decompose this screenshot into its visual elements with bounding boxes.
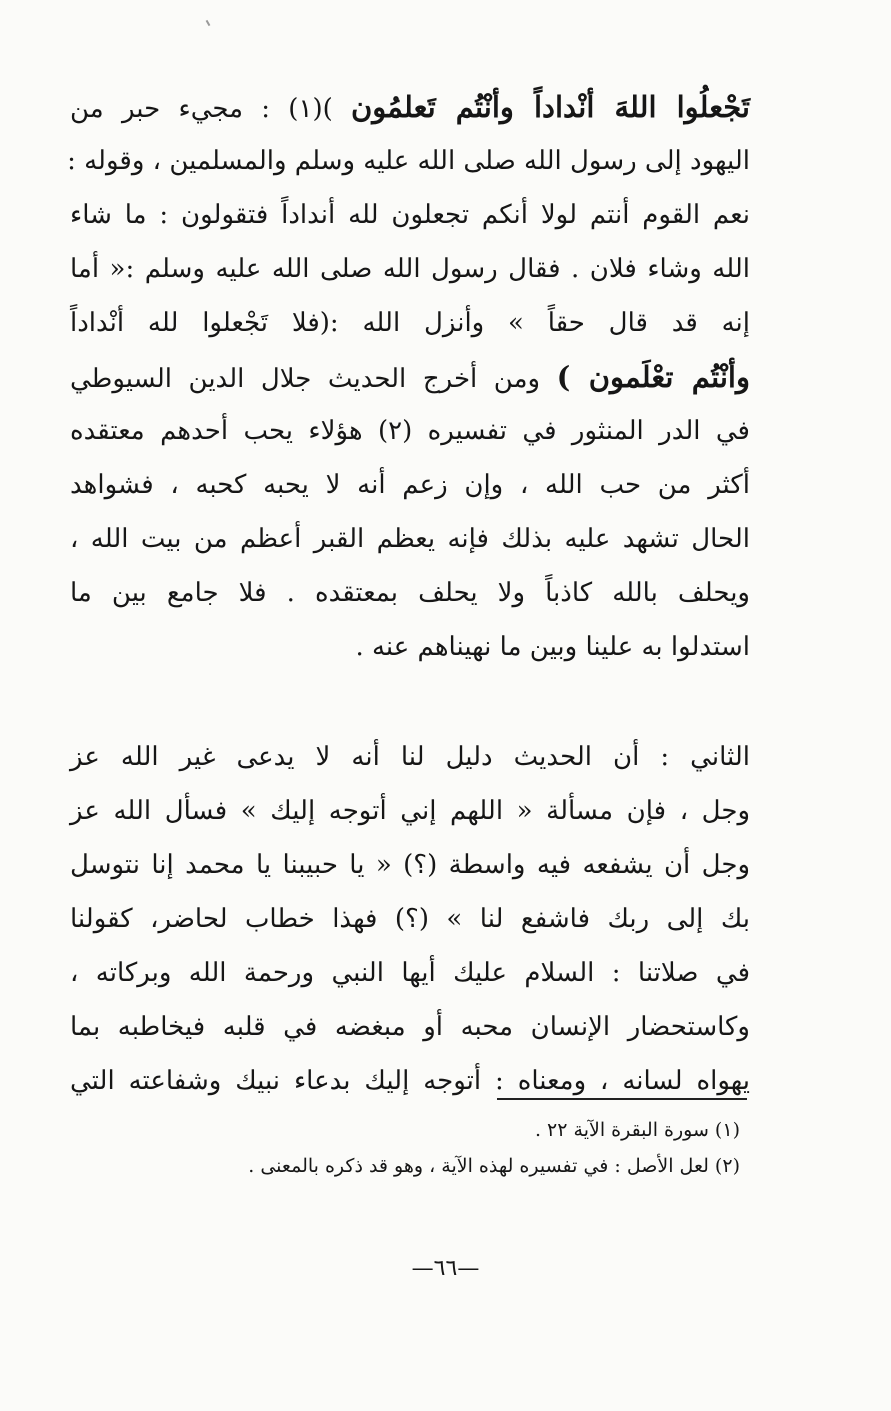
- text-line: وجل أن يشفعه فيه واسطة (؟) « يا حبيبنا يا محمد إنا نتوسل: [70, 850, 750, 880]
- line-text: اليهود إلى رسول الله صلى الله عليه وسلم والمسلمين ، وقوله :: [67, 146, 750, 176]
- footnote-divider: [497, 1098, 747, 1100]
- text-line: [70, 296, 750, 350]
- line-text: ومن أخرج الحديث جلال الدين السيوطي: [70, 364, 557, 394]
- text-line: وجل ، فإن مسألة « اللهم إني أتوجه إليك » فسأل الله عز: [70, 796, 750, 826]
- text-line: [70, 512, 750, 566]
- text-line: وكاستحضار الإنسان محبه أو مبغضه في قلبه فيخاطبه بما: [70, 1012, 750, 1042]
- text-line: [70, 620, 750, 674]
- text-line: [67, 134, 750, 188]
- paragraph-2: [70, 730, 750, 1108]
- footnotes: [200, 1112, 740, 1184]
- text-line: في صلاتنا : السلام عليك أيها النبي ورحمة الله وبركاته ،: [70, 958, 750, 988]
- line-text: أكثر من حب الله ، وإن زعم أنه لا يحبه كحبه ، فشواهد: [70, 470, 750, 500]
- line-text: الله وشاء فلان . فقال رسول الله صلى الله عليه وسلم :« أما: [70, 254, 750, 284]
- text-line: [70, 80, 750, 134]
- text-line: [70, 404, 750, 458]
- text-line: الثاني : أن الحديث دليل لنا أنه لا يدعى غير الله عز: [70, 742, 750, 772]
- scan-mark: [206, 20, 211, 26]
- text-line: [70, 566, 750, 620]
- quran-quote: وأنْتُم تعْلَمون ): [556, 360, 750, 394]
- line-text: في الدر المنثور في تفسيره (٢) هؤلاء يحب أحدهم معتقده: [70, 416, 750, 446]
- line-text: نعم القوم أنتم لولا أنكم تجعلون لله أنداداً فتقولون : ما شاء: [70, 200, 750, 230]
- text-line: يهواه لسانه ، ومعناه : أتوجه إليك بدعاء نبيك وشفاعته التي: [70, 1066, 750, 1096]
- text-line: [70, 350, 750, 404]
- line-text: إنه قد قال حقاً » وأنزل الله :(فلا تَجْعلوا لله أنْداداً: [70, 308, 750, 338]
- page-number: —٦٦—: [411, 1256, 480, 1281]
- text-line: [70, 242, 750, 296]
- line-text: استدلوا به علينا وبين ما نهيناهم عنه .: [355, 632, 750, 662]
- quran-quote: تَجْعلُوا اللهَ أنْداداً وأنْتُم تَعلمُون: [350, 90, 750, 124]
- footnote-1: (١) سورة البقرة الآية ٢٢ .: [534, 1119, 740, 1141]
- line-text: الحال تشهد عليه بذلك فإنه يعظم القبر أعظم من بيت الله ،: [70, 524, 750, 554]
- line-text: )(١) : مجيء حبر من: [70, 94, 351, 124]
- line-text: ويحلف بالله كاذباً ولا يحلف بمعتقده . فلا جامع بين ما: [70, 578, 750, 608]
- text-line: [70, 458, 750, 512]
- text-line: بك إلى ربك فاشفع لنا » (؟) فهذا خطاب لحاضر، كقولنا: [70, 904, 750, 934]
- footnote-2: (٢) لعل الأصل : في تفسيره لهذه الآية ، وهو قد ذكره بالمعنى .: [248, 1155, 740, 1177]
- paragraph-1: [67, 80, 750, 674]
- text-line: [70, 188, 750, 242]
